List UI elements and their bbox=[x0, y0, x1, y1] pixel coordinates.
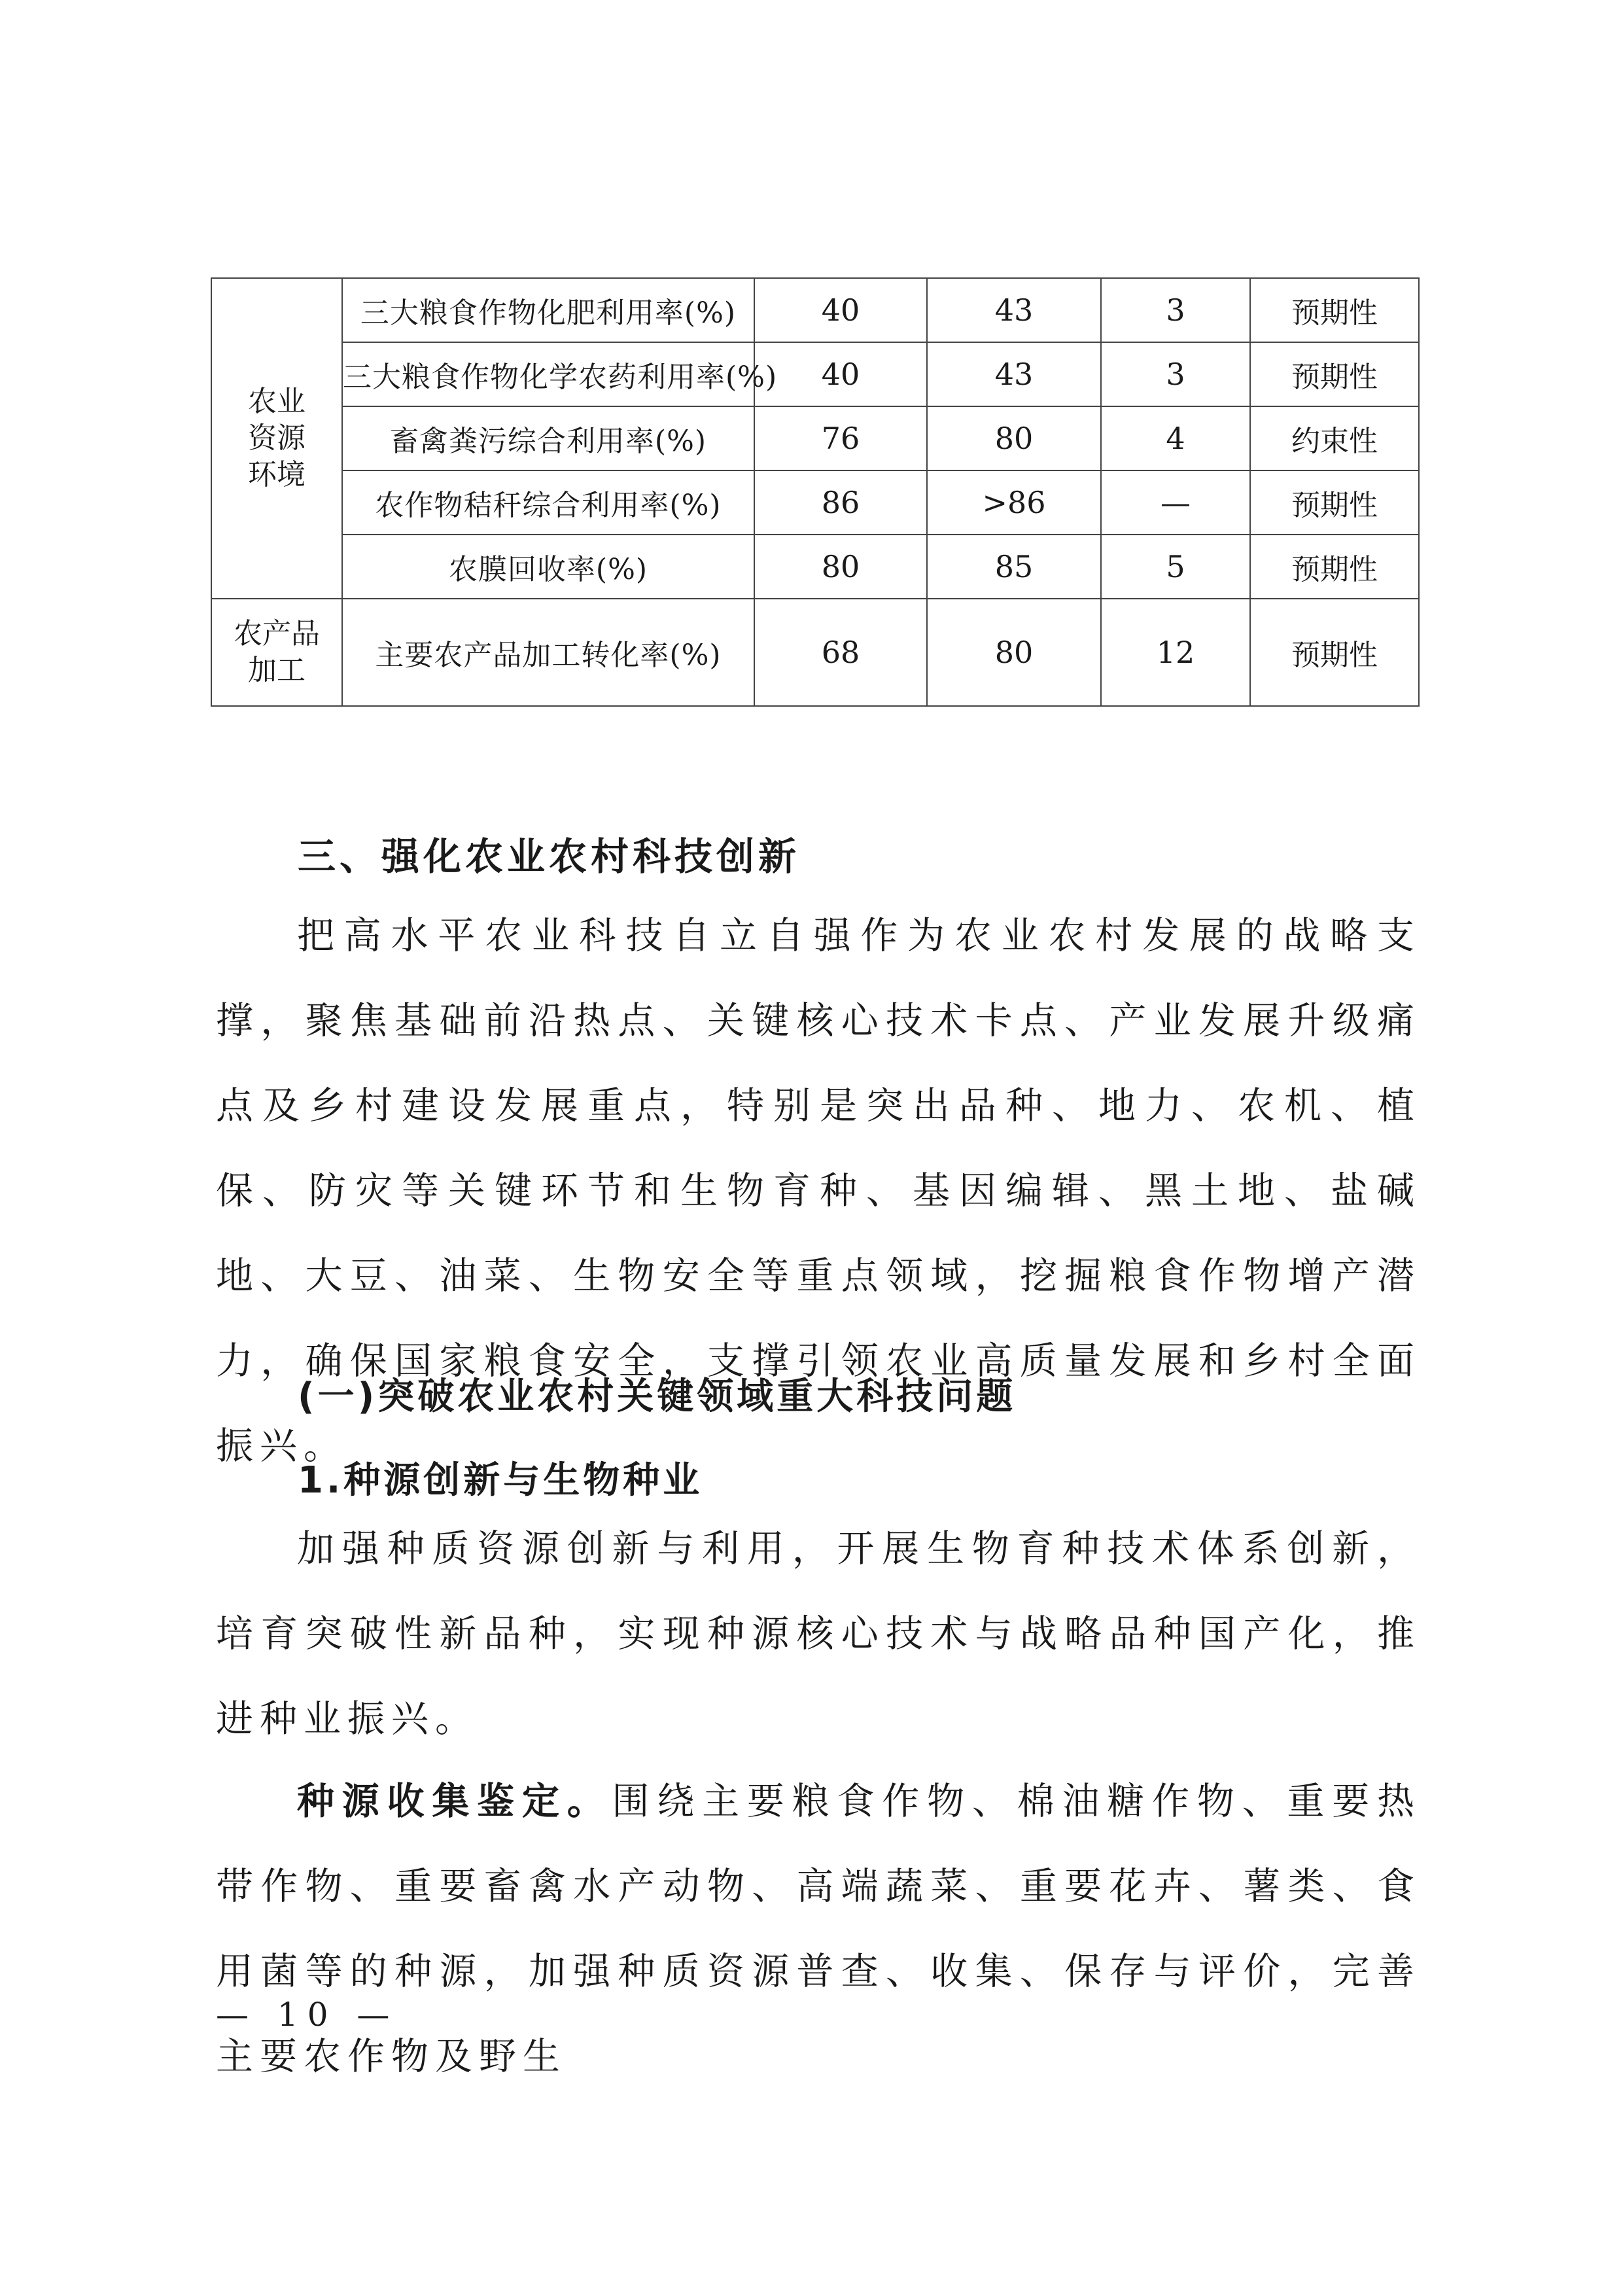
change-value: 3 bbox=[1101, 342, 1250, 406]
change-value: 4 bbox=[1101, 406, 1250, 470]
target-value: 43 bbox=[927, 342, 1101, 406]
base-value: 80 bbox=[754, 535, 927, 599]
indicator-name: 三大粮食作物化学农药利用率(%) bbox=[342, 342, 754, 406]
category-line: 农产品 bbox=[234, 617, 320, 650]
indicator-name: 主要农产品加工转化率(%) bbox=[342, 599, 754, 706]
attribute-value: 预期性 bbox=[1250, 342, 1419, 406]
attribute-value: 预期性 bbox=[1250, 599, 1419, 706]
base-value: 40 bbox=[754, 342, 927, 406]
paragraph-2: 加强种质资源创新与利用，开展生物育种技术体系创新，培育突破性新品种，实现种源核心技术与战略品种国产化，推进种业振兴。 bbox=[216, 1527, 1421, 1740]
target-value: >86 bbox=[927, 470, 1101, 535]
base-value: 68 bbox=[754, 599, 927, 706]
change-value: 3 bbox=[1101, 278, 1250, 342]
table-row bbox=[211, 599, 1419, 706]
paragraph-3 bbox=[216, 1759, 1421, 2099]
category-line: 环境 bbox=[248, 458, 305, 491]
paragraph-3-block bbox=[216, 1759, 1421, 2099]
section-heading: 三、强化农业农村科技创新 bbox=[298, 834, 801, 879]
change-value: 5 bbox=[1101, 535, 1250, 599]
attribute-value: 预期性 bbox=[1250, 535, 1419, 599]
attribute-value: 约束性 bbox=[1250, 406, 1419, 470]
category-line: 资源 bbox=[248, 421, 305, 455]
indicator-name: 畜禽粪污综合利用率(%) bbox=[342, 406, 754, 470]
base-value: 40 bbox=[754, 278, 927, 342]
attribute-value: 预期性 bbox=[1250, 278, 1419, 342]
change-value: 12 bbox=[1101, 599, 1250, 706]
table-row bbox=[211, 342, 1419, 406]
table-row bbox=[211, 278, 1419, 342]
table-row bbox=[211, 470, 1419, 535]
attribute-value: 预期性 bbox=[1250, 470, 1419, 535]
table-row bbox=[211, 535, 1419, 599]
category-cell bbox=[211, 599, 342, 706]
category-line: 农业 bbox=[248, 385, 305, 418]
base-value: 86 bbox=[754, 470, 927, 535]
indicator-table bbox=[211, 277, 1420, 707]
paragraph-3-lead: 种源收集鉴定。 bbox=[297, 1780, 612, 1823]
indicator-name: 农作物秸秆综合利用率(%) bbox=[342, 470, 754, 535]
base-value: 76 bbox=[754, 406, 927, 470]
indicator-name: 农膜回收率(%) bbox=[342, 535, 754, 599]
category-cell bbox=[211, 278, 342, 599]
paragraph-2-block bbox=[216, 1506, 1421, 1761]
subheading-2: 1.种源创新与生物种业 bbox=[298, 1459, 703, 1502]
table-row bbox=[211, 406, 1419, 470]
target-value: 43 bbox=[927, 278, 1101, 342]
target-value: 80 bbox=[927, 599, 1101, 706]
paragraph-3-body: 围绕主要粮食作物、棉油糖作物、重要热带作物、重要畜禽水产动物、高端蔬菜、重要花卉、薯类、食用菌等的种源，加强种质资源普查、收集、保存与评价，完善主要农作物及野生 bbox=[216, 1780, 1422, 2078]
target-value: 85 bbox=[927, 535, 1101, 599]
subheading-1: (一)突破农业农村关键领域重大科技问题 bbox=[298, 1375, 1017, 1418]
paragraph-1: 把高水平农业科技自立自强作为农业农村发展的战略支撑，聚焦基础前沿热点、关键核心技术卡点、产业发展升级痛点及乡村建设发展重点，特别是突出品种、地力、农机、植保、防灾等关键环节和生物育种、基因编辑、黑土地、盐碱地、大豆、油菜、生物安全等重点领域，挖掘粮食作物增产潜力，确保国家粮食安全，支撑引领农业高质量发展和乡村全面振兴。 bbox=[216, 914, 1421, 1468]
page-number: — 10 — bbox=[216, 1996, 399, 2034]
change-value: — bbox=[1101, 470, 1250, 535]
target-value: 80 bbox=[927, 406, 1101, 470]
indicator-name: 三大粮食作物化肥利用率(%) bbox=[342, 278, 754, 342]
category-line: 加工 bbox=[248, 654, 305, 687]
